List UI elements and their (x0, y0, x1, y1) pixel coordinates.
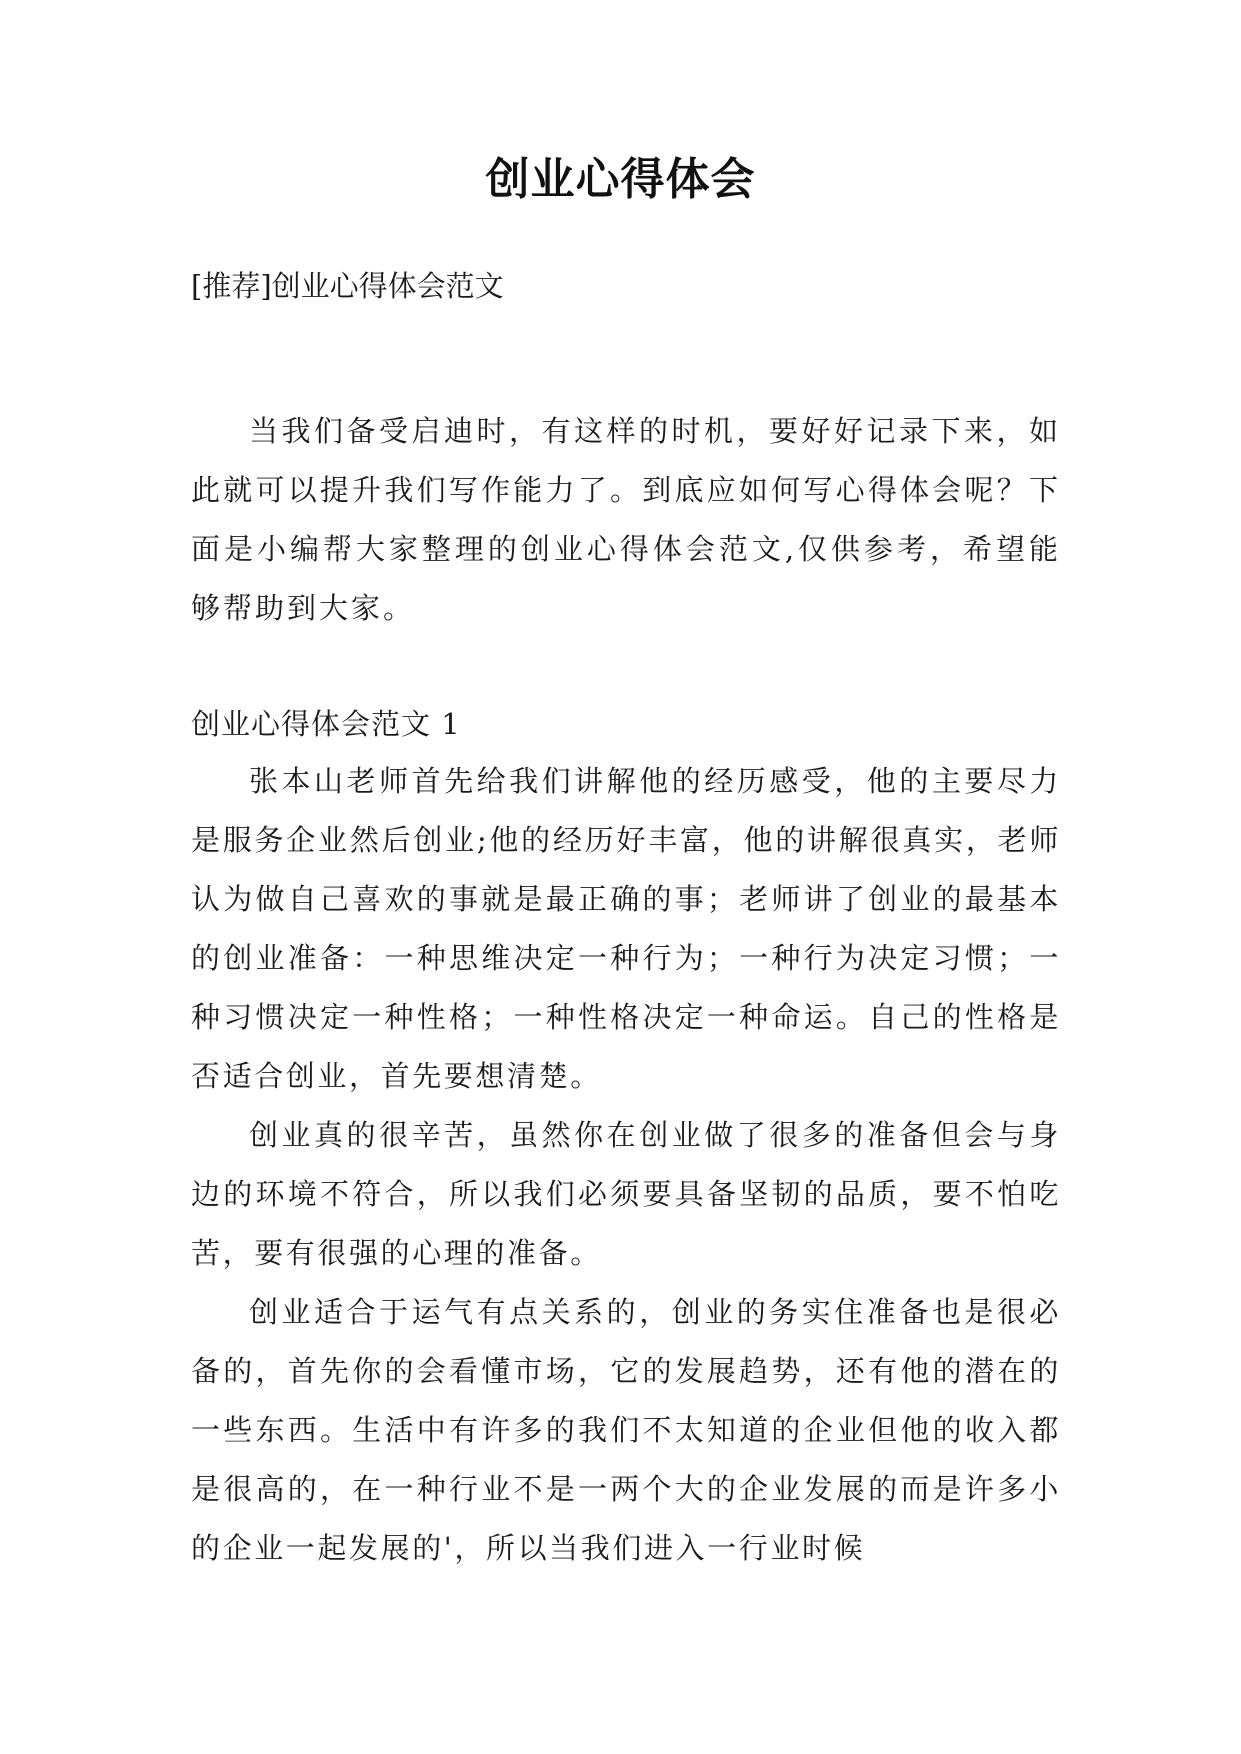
intro-block (191, 402, 1061, 638)
section-heading: 创业心得体会范文 1 (191, 707, 461, 741)
document-title: 创业心得体会 (485, 154, 756, 205)
body-paragraph: 创业真的很辛苦，虽然你在创业做了很多的准备但会与身边的环境不符合，所以我们必须要具备坚韧的品质，要不怕吃苦，要有很强的心理的准备。 (191, 1118, 1061, 1270)
intro-paragraph: 当我们备受启迪时，有这样的时机，要好好记录下来，如此就可以提升我们写作能力了。到底应如何写心得体会呢？下面是小编帮大家整理的创业心得体会范文,仅供参考，希望能够帮助到大家。 (191, 414, 1061, 625)
body-paragraph: 张本山老师首先给我们讲解他的经历感受，他的主要尽力是服务企业然后创业;他的经历好丰富，他的讲解很真实，老师认为做自己喜欢的事就是最正确的事；老师讲了创业的最基本的创业准备：一种思维决定一种行为；一种行为决定习惯；一种习惯决定一种性格；一种性格决定一种命运。自己的性格是否适合创业，首先要想清楚。 (191, 764, 1061, 1093)
section-body (191, 752, 1061, 1578)
body-paragraph: 创业适合于运气有点关系的，创业的务实住准备也是很必备的，首先你的会看懂市场，它的发展趋势，还有他的潜在的一些东西。生活中有许多的我们不太知道的企业但他的收入都是很高的，在一种行业不是一两个大的企业发展的而是许多小的企业一起发展的'，所以当我们进入一行业时候 (191, 1295, 1061, 1565)
document-subtitle: [推荐]创业心得体会范文 (191, 269, 504, 303)
